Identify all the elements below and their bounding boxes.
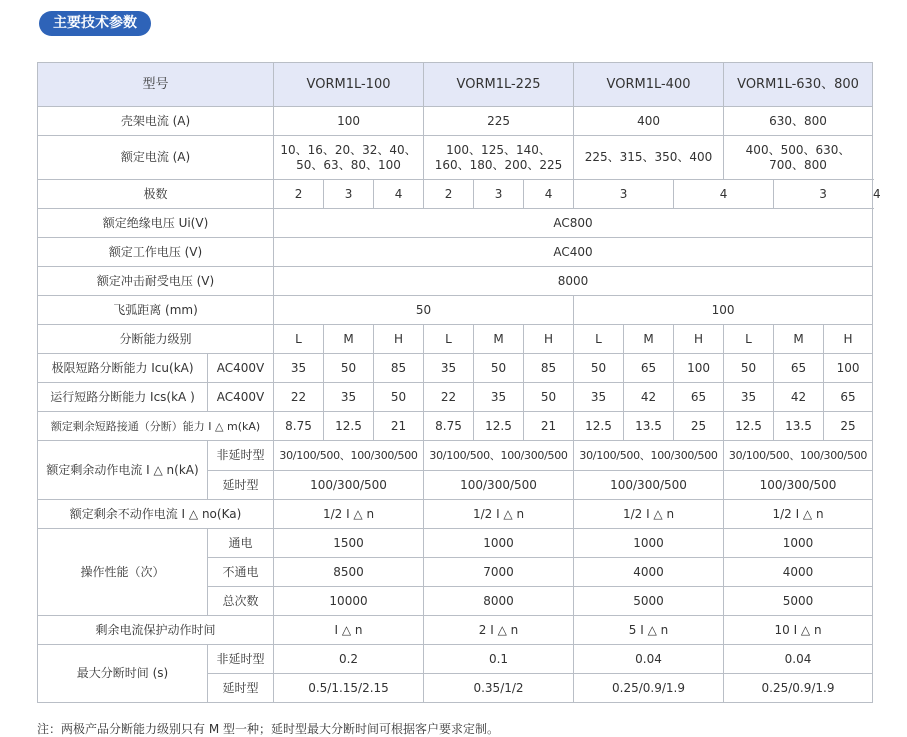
table-cell: L xyxy=(274,325,324,354)
voltage-cell: AC400V xyxy=(208,354,274,383)
row-label-working-voltage: 额定工作电压 (V) xyxy=(38,238,274,267)
table-cell: 50 xyxy=(574,354,624,383)
section-title: 主要技术参数 xyxy=(39,11,151,36)
table-cell: 4 xyxy=(524,180,574,209)
row-label-rated-current: 额定电流 (A) xyxy=(38,136,274,180)
row-label-insulation-voltage: 额定绝缘电压 Ui(V) xyxy=(38,209,274,238)
sub-label: 总次数 xyxy=(208,587,274,616)
table-cell: 0.25/0.9/1.9 xyxy=(574,674,724,703)
table-cell: 13.5 xyxy=(774,412,824,441)
table-cell: 30/100/500、100/300/500 xyxy=(274,441,424,471)
table-row xyxy=(38,325,873,354)
table-cell: 100、125、140、160、180、200、225 xyxy=(424,136,574,180)
sub-label: 延时型 xyxy=(208,471,274,500)
row-label-breaking-level: 分断能力级别 xyxy=(38,325,274,354)
table-row xyxy=(38,354,873,383)
table-cell: 100 xyxy=(824,354,873,383)
table-cell: M xyxy=(624,325,674,354)
row-label-residual-non-action: 额定剩余不动作电流 I △ no(Ka) xyxy=(38,500,274,529)
table-cell: 85 xyxy=(374,354,424,383)
table-cell: I △ n xyxy=(274,616,424,645)
table-cell: 30/100/500、100/300/500 xyxy=(574,441,724,471)
table-cell: 100/300/500 xyxy=(274,471,424,500)
table-cell: 5000 xyxy=(574,587,724,616)
table-cell: 4000 xyxy=(724,558,873,587)
table-cell: 1/2 I △ n xyxy=(724,500,873,529)
table-cell: 400、500、630、700、800 xyxy=(724,136,873,180)
table-cell: 7000 xyxy=(424,558,574,587)
voltage-cell: AC400V xyxy=(208,383,274,412)
sub-label: 非延时型 xyxy=(208,645,274,674)
table-cell: 400 xyxy=(574,107,724,136)
table-cell: L xyxy=(724,325,774,354)
table-cell: 1/2 I △ n xyxy=(274,500,424,529)
table-cell: L xyxy=(574,325,624,354)
table-cell: M xyxy=(474,325,524,354)
table-cell: 10、16、20、32、40、50、63、80、100 xyxy=(274,136,424,180)
table-cell: M xyxy=(324,325,374,354)
table-cell: 225、315、350、400 xyxy=(574,136,724,180)
table-cell: H xyxy=(524,325,574,354)
table-cell: 35 xyxy=(274,354,324,383)
table-cell: 100 xyxy=(574,296,873,325)
table-row xyxy=(38,63,873,107)
table-cell: 65 xyxy=(774,354,824,383)
row-label-protection-time: 剩余电流保护动作时间 xyxy=(38,616,274,645)
table-row xyxy=(38,136,873,180)
table-cell: 21 xyxy=(374,412,424,441)
table-cell: 10 I △ n xyxy=(724,616,873,645)
table-cell: 35 xyxy=(424,354,474,383)
table-cell: 225 xyxy=(424,107,574,136)
table-cell: 50 xyxy=(724,354,774,383)
model-100: VORM1L-100 xyxy=(274,63,424,107)
table-cell: 5 I △ n xyxy=(574,616,724,645)
table-cell: 30/100/500、100/300/500 xyxy=(724,441,873,471)
table-cell: 42 xyxy=(774,383,824,412)
table-cell: 8000 xyxy=(274,267,873,296)
table-cell: 2 xyxy=(424,180,474,209)
table-cell: L xyxy=(424,325,474,354)
table-cell: 21 xyxy=(524,412,574,441)
table-cell: 0.5/1.15/2.15 xyxy=(274,674,424,703)
table-cell: 1000 xyxy=(574,529,724,558)
model-630-800: VORM1L-630、800 xyxy=(724,63,873,107)
table-cell: 50 xyxy=(274,296,574,325)
table-cell: 65 xyxy=(824,383,873,412)
table-cell: 100 xyxy=(674,354,724,383)
table-cell: 3 xyxy=(324,180,374,209)
table-cell: H xyxy=(824,325,873,354)
table-cell: 100/300/500 xyxy=(724,471,873,500)
row-label-residual-action: 额定剩余动作电流 I △ n(kA) xyxy=(38,441,208,500)
table-cell: 1000 xyxy=(424,529,574,558)
table-cell: AC800 xyxy=(274,209,873,238)
table-cell: 50 xyxy=(324,354,374,383)
table-cell: 1/2 I △ n xyxy=(424,500,574,529)
table-row xyxy=(38,500,873,529)
sub-label: 不通电 xyxy=(208,558,274,587)
row-label-ics: 运行短路分断能力 Ics(kA ) xyxy=(38,383,208,412)
row-label-frame-current: 壳架电流 (A) xyxy=(38,107,274,136)
table-cell: M xyxy=(774,325,824,354)
table-cell: 1500 xyxy=(274,529,424,558)
table-cell: 12.5 xyxy=(574,412,624,441)
row-label-impulse-voltage: 额定冲击耐受电压 (V) xyxy=(38,267,274,296)
table-row xyxy=(38,616,873,645)
table-cell: 12.5 xyxy=(474,412,524,441)
table-row xyxy=(38,238,873,267)
table-cell: 0.25/0.9/1.9 xyxy=(724,674,873,703)
table-cell: 12.5 xyxy=(324,412,374,441)
table-row xyxy=(38,383,873,412)
table-cell: 0.04 xyxy=(724,645,873,674)
table-cell: 50 xyxy=(474,354,524,383)
table-cell: 35 xyxy=(324,383,374,412)
table-cell: 1/2 I △ n xyxy=(574,500,724,529)
table-row xyxy=(38,529,873,558)
table-cell: 8.75 xyxy=(424,412,474,441)
sub-label: 通电 xyxy=(208,529,274,558)
table-cell: 25 xyxy=(674,412,724,441)
table-cell: H xyxy=(374,325,424,354)
table-cell: 13.5 xyxy=(624,412,674,441)
table-cell: 630、800 xyxy=(724,107,873,136)
table-cell: 3 xyxy=(774,180,873,209)
table-cell: 35 xyxy=(724,383,774,412)
model-400: VORM1L-400 xyxy=(574,63,724,107)
table-cell: 100 xyxy=(274,107,424,136)
table-cell: 0.1 xyxy=(424,645,574,674)
table-cell: 4000 xyxy=(574,558,724,587)
row-label-max-break-time: 最大分断时间 (s) xyxy=(38,645,208,703)
row-label-residual-making: 额定剩余短路接通（分断）能力 I △ m(kA) xyxy=(38,412,274,441)
table-row xyxy=(38,645,873,674)
table-cell: 2 xyxy=(274,180,324,209)
table-row xyxy=(38,412,873,441)
table-cell: 0.2 xyxy=(274,645,424,674)
table-cell: 65 xyxy=(674,383,724,412)
row-label-model: 型号 xyxy=(38,63,274,107)
table-row xyxy=(38,107,873,136)
table-cell: 12.5 xyxy=(724,412,774,441)
sub-label: 非延时型 xyxy=(208,441,274,471)
table-cell: 30/100/500、100/300/500 xyxy=(424,441,574,471)
table-cell: 25 xyxy=(824,412,873,441)
table-cell: 50 xyxy=(524,383,574,412)
table-cell: AC400 xyxy=(274,238,873,267)
table-cell: 50 xyxy=(374,383,424,412)
table-cell: 8.75 xyxy=(274,412,324,441)
table-cell: 1000 xyxy=(724,529,873,558)
table-cell: 85 xyxy=(524,354,574,383)
table-cell: 35 xyxy=(474,383,524,412)
sub-label: 延时型 xyxy=(208,674,274,703)
table-cell: 8500 xyxy=(274,558,424,587)
table-cell: H xyxy=(674,325,724,354)
table-cell: 4 xyxy=(374,180,424,209)
table-cell: 100/300/500 xyxy=(424,471,574,500)
table-cell: 5000 xyxy=(724,587,873,616)
table-row: 极数 2 3 4 2 3 4 3 4 3 4 xyxy=(38,180,873,209)
table-cell: 100/300/500 xyxy=(574,471,724,500)
table-cell: 10000 xyxy=(274,587,424,616)
table-cell: 22 xyxy=(424,383,474,412)
table-cell: 42 xyxy=(624,383,674,412)
table-cell: 65 xyxy=(624,354,674,383)
table-cell: 35 xyxy=(574,383,624,412)
table-row xyxy=(38,296,873,325)
table-cell: 0.04 xyxy=(574,645,724,674)
table-cell: 3 xyxy=(474,180,524,209)
table-cell: 4 xyxy=(674,180,774,209)
table-cell: 0.35/1/2 xyxy=(424,674,574,703)
table-cell: 8000 xyxy=(424,587,574,616)
table-row xyxy=(38,209,873,238)
row-label-poles: 极数 xyxy=(38,180,274,209)
table-cell: 22 xyxy=(274,383,324,412)
model-225: VORM1L-225 xyxy=(424,63,574,107)
row-label-operation: 操作性能（次） xyxy=(38,529,208,616)
footnote: 注：两极产品分断能力级别只有 M 型一种；延时型最大分断时间可根据客户要求定制。 xyxy=(37,722,499,736)
row-label-arc-distance: 飞弧距离 (mm) xyxy=(38,296,274,325)
table-cell: 2 I △ n xyxy=(424,616,574,645)
row-label-icu: 极限短路分断能力 Icu(kA) xyxy=(38,354,208,383)
table-row xyxy=(38,267,873,296)
table-cell: 3 xyxy=(574,180,674,209)
spec-table xyxy=(37,62,881,703)
table-row xyxy=(38,441,873,471)
